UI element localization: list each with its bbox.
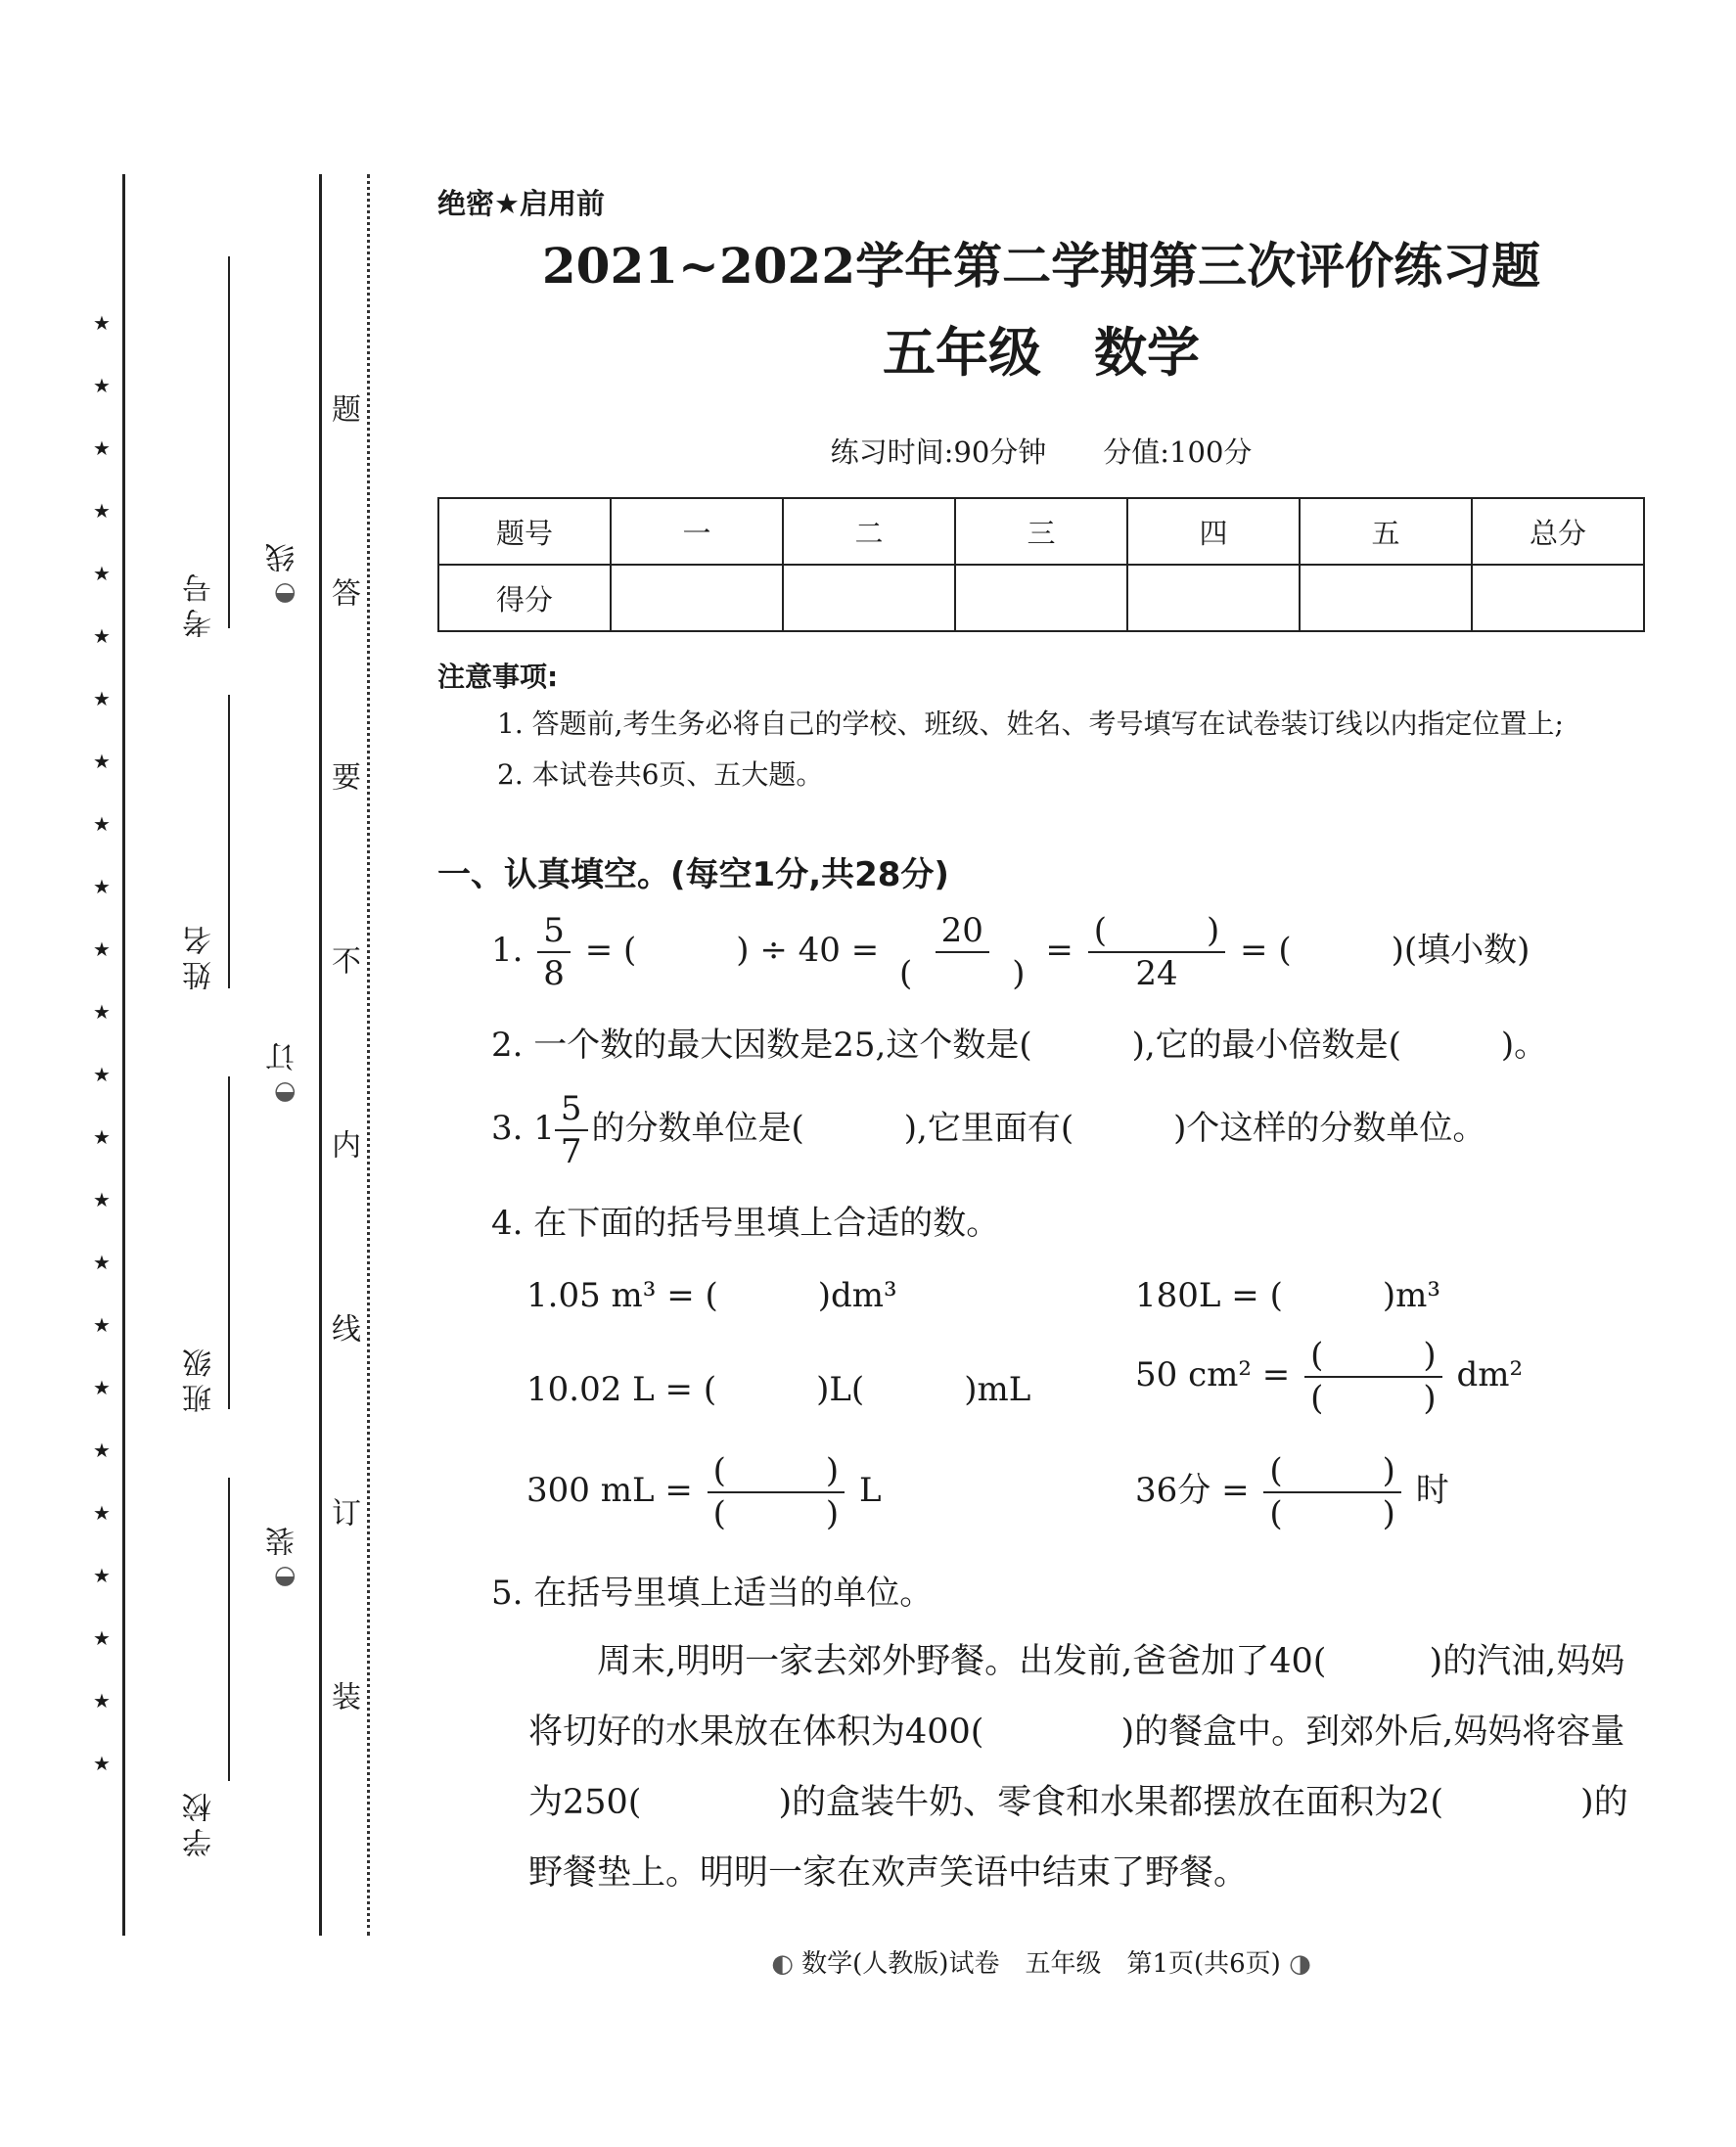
score-table-header: 五 bbox=[1300, 498, 1472, 565]
numerator-blank[interactable]: ( ) bbox=[1088, 910, 1226, 953]
star-icon: ★ bbox=[93, 1626, 111, 1650]
numerator: 5 bbox=[555, 1088, 588, 1131]
exam-title: 2021~2022学年第二学期第三次评价练习题 bbox=[541, 237, 1541, 295]
q3-number: 3. 1 bbox=[491, 1109, 555, 1148]
blank-fraction[interactable] bbox=[1304, 1335, 1442, 1419]
score-table-header: 二 bbox=[783, 498, 955, 565]
q1-fraction[interactable] bbox=[1088, 910, 1226, 994]
warning-char: 答 bbox=[326, 577, 360, 607]
line-mark-label: 线 bbox=[266, 543, 300, 572]
star-icon: ★ bbox=[93, 1439, 111, 1462]
q4-item-c[interactable]: 10.02 L = ( )L( )mL bbox=[526, 1370, 1031, 1409]
star-icon: ★ bbox=[93, 499, 111, 523]
star-icon: ★ bbox=[93, 687, 111, 710]
denominator-blank[interactable]: ( ) bbox=[899, 954, 1026, 993]
exam-no-underline[interactable] bbox=[228, 256, 230, 628]
question-4: 4. 在下面的括号里填上合适的数。 bbox=[491, 1204, 1000, 1243]
denominator-blank[interactable]: ( ) bbox=[712, 1494, 840, 1533]
star-icon: ★ bbox=[93, 1376, 111, 1399]
star-icon: ★ bbox=[93, 1125, 111, 1149]
q1-fraction[interactable] bbox=[893, 910, 1031, 994]
star-icon: ★ bbox=[93, 1313, 111, 1337]
score-cell[interactable] bbox=[783, 565, 955, 631]
score-row-label: 得分 bbox=[438, 565, 611, 631]
score-table bbox=[437, 497, 1645, 632]
denominator: 24 bbox=[1135, 954, 1178, 993]
star-icon: ★ bbox=[93, 374, 111, 397]
score-table-header: 三 bbox=[955, 498, 1127, 565]
section-heading: 一、认真填空。(每空1分,共28分) bbox=[437, 855, 949, 894]
name-field[interactable] bbox=[171, 920, 230, 990]
denominator-blank[interactable]: ( ) bbox=[1269, 1494, 1395, 1533]
star-icon: ★ bbox=[93, 311, 111, 335]
star-column bbox=[90, 311, 114, 1814]
star-icon: ★ bbox=[93, 436, 111, 460]
denominator-blank[interactable]: ( ) bbox=[1310, 1379, 1437, 1418]
seal-icon: ◐ bbox=[269, 1562, 298, 1591]
q4-f-suffix: 时 bbox=[1415, 1471, 1449, 1510]
q4-d-prefix: 50 cm² = bbox=[1135, 1355, 1291, 1394]
school-field[interactable] bbox=[171, 1787, 230, 1857]
bind-mark-label: 装 bbox=[266, 1527, 300, 1556]
q3-text[interactable]: 的分数单位是( ),它里面有( )个这样的分数单位。 bbox=[591, 1109, 1486, 1148]
score-table-header: 总分 bbox=[1472, 498, 1644, 565]
class-label: 班级 bbox=[183, 1343, 217, 1413]
exam-subtitle: 五年级 数学 bbox=[883, 321, 1200, 384]
star-icon: ★ bbox=[93, 624, 111, 648]
binding-line-right bbox=[319, 174, 322, 1936]
score-table-header: 题号 bbox=[438, 498, 611, 565]
star-icon: ★ bbox=[93, 1501, 111, 1525]
q4-item-b[interactable]: 180L = ( )m³ bbox=[1135, 1276, 1440, 1315]
bind-mark bbox=[262, 1527, 305, 1591]
notes-title: 注意事项: bbox=[437, 661, 559, 693]
star-icon: ★ bbox=[93, 1752, 111, 1775]
star-icon: ★ bbox=[93, 1063, 111, 1086]
q4-e-prefix: 300 mL = bbox=[526, 1471, 693, 1510]
star-icon: ★ bbox=[93, 875, 111, 898]
notes-item: 2. 本试卷共6页、五大题。 bbox=[497, 758, 824, 791]
q4-f-prefix: 36分 = bbox=[1135, 1471, 1250, 1510]
warning-char: 线 bbox=[326, 1313, 360, 1343]
score-cell[interactable] bbox=[1472, 565, 1644, 631]
q1-part[interactable]: = ( )(填小数) bbox=[1240, 931, 1530, 970]
question-3 bbox=[491, 1088, 1485, 1172]
name-label: 姓名 bbox=[183, 920, 217, 990]
numerator-blank[interactable]: ( ) bbox=[1304, 1335, 1442, 1378]
score-table-header: 一 bbox=[611, 498, 783, 565]
q4-item-d[interactable] bbox=[1135, 1335, 1523, 1419]
star-icon: ★ bbox=[93, 750, 111, 773]
equals-sign: = bbox=[1045, 931, 1074, 970]
star-icon: ★ bbox=[93, 812, 111, 836]
footer-text: 数学(人教版)试卷 五年级 第1页(共6页) bbox=[801, 1949, 1281, 1979]
q4-item-e[interactable] bbox=[526, 1450, 882, 1534]
warning-char: 题 bbox=[326, 393, 360, 423]
seal-icon: ◑ bbox=[1289, 1949, 1311, 1979]
score-table-header-row bbox=[438, 498, 1644, 565]
exam-no-field[interactable] bbox=[171, 568, 230, 638]
blank-fraction[interactable] bbox=[1263, 1450, 1401, 1534]
line-mark bbox=[262, 543, 305, 608]
school-underline[interactable] bbox=[228, 1478, 230, 1781]
score-cell[interactable] bbox=[611, 565, 783, 631]
score-table-score-row bbox=[438, 565, 1644, 631]
star-icon: ★ bbox=[93, 1251, 111, 1274]
confidential-label: 绝密★启用前 bbox=[437, 187, 605, 220]
exam-no-label: 考号 bbox=[183, 568, 217, 638]
class-field[interactable] bbox=[171, 1343, 230, 1413]
blank-fraction[interactable] bbox=[708, 1450, 845, 1534]
numerator: 20 bbox=[936, 910, 989, 953]
q4-d-suffix: dm² bbox=[1456, 1355, 1524, 1394]
star-icon: ★ bbox=[93, 1564, 111, 1587]
order-mark-label: 订 bbox=[266, 1042, 300, 1072]
score-cell[interactable] bbox=[955, 565, 1127, 631]
school-label: 学校 bbox=[183, 1787, 217, 1857]
score-cell[interactable] bbox=[1127, 565, 1300, 631]
binding-dotted-line bbox=[367, 174, 370, 1936]
class-underline[interactable] bbox=[228, 1076, 230, 1409]
warning-char: 要 bbox=[326, 761, 360, 791]
star-icon: ★ bbox=[93, 1000, 111, 1024]
numerator-blank[interactable]: ( ) bbox=[1263, 1450, 1401, 1493]
warning-char: 内 bbox=[326, 1129, 360, 1159]
question-2[interactable]: 2. 一个数的最大因数是25,这个数是( ),它的最小倍数是( )。 bbox=[491, 1026, 1548, 1065]
star-icon: ★ bbox=[93, 937, 111, 961]
question-5: 5. 在括号里填上适当的单位。 bbox=[491, 1574, 934, 1613]
q1-number: 1. bbox=[491, 931, 524, 970]
star-icon: ★ bbox=[93, 562, 111, 585]
denominator: 8 bbox=[543, 954, 565, 993]
q5-passage[interactable]: 周末,明明一家去郊外野餐。出发前,爸爸加了40( )的汽油,妈妈将切好的水果放在体积为400( )的餐盒中。到郊外后,妈妈将容量为250( )的盒装牛奶、零食和水果都摆放在面积为2( )的野餐垫上。明明一家在欢声笑语中结束了野餐。 bbox=[528, 1642, 1628, 1893]
order-mark bbox=[262, 1042, 305, 1107]
star-icon: ★ bbox=[93, 1188, 111, 1211]
warning-char: 装 bbox=[326, 1681, 360, 1711]
exam-meta: 练习时间:90分钟 分值:100分 bbox=[830, 435, 1253, 469]
question-1 bbox=[491, 910, 1530, 994]
q1-fraction bbox=[537, 910, 571, 994]
q4-item-f[interactable] bbox=[1135, 1450, 1449, 1534]
warning-char: 订 bbox=[326, 1497, 360, 1527]
score-cell[interactable] bbox=[1300, 565, 1472, 631]
warning-char: 不 bbox=[326, 945, 360, 975]
seal-icon: ◐ bbox=[771, 1949, 794, 1979]
numerator-blank[interactable]: ( ) bbox=[708, 1450, 845, 1493]
star-icon: ★ bbox=[93, 1689, 111, 1713]
binding-line-left bbox=[122, 174, 125, 1936]
notes-item: 1. 答题前,考生务必将自己的学校、班级、姓名、考号填写在试卷装订线以内指定位置上; bbox=[497, 708, 1564, 740]
denominator: 7 bbox=[560, 1132, 582, 1171]
name-underline[interactable] bbox=[228, 695, 230, 988]
score-table-header: 四 bbox=[1127, 498, 1300, 565]
numerator: 5 bbox=[537, 910, 571, 953]
seal-icon: ◐ bbox=[269, 578, 298, 608]
q1-part[interactable]: = ( ) ÷ 40 = bbox=[584, 931, 880, 970]
page-footer bbox=[437, 1943, 1645, 1980]
q3-fraction bbox=[555, 1088, 588, 1172]
q4-e-suffix: L bbox=[858, 1471, 882, 1510]
seal-icon: ◐ bbox=[269, 1077, 298, 1107]
q4-item-a[interactable]: 1.05 m³ = ( )dm³ bbox=[526, 1276, 897, 1315]
